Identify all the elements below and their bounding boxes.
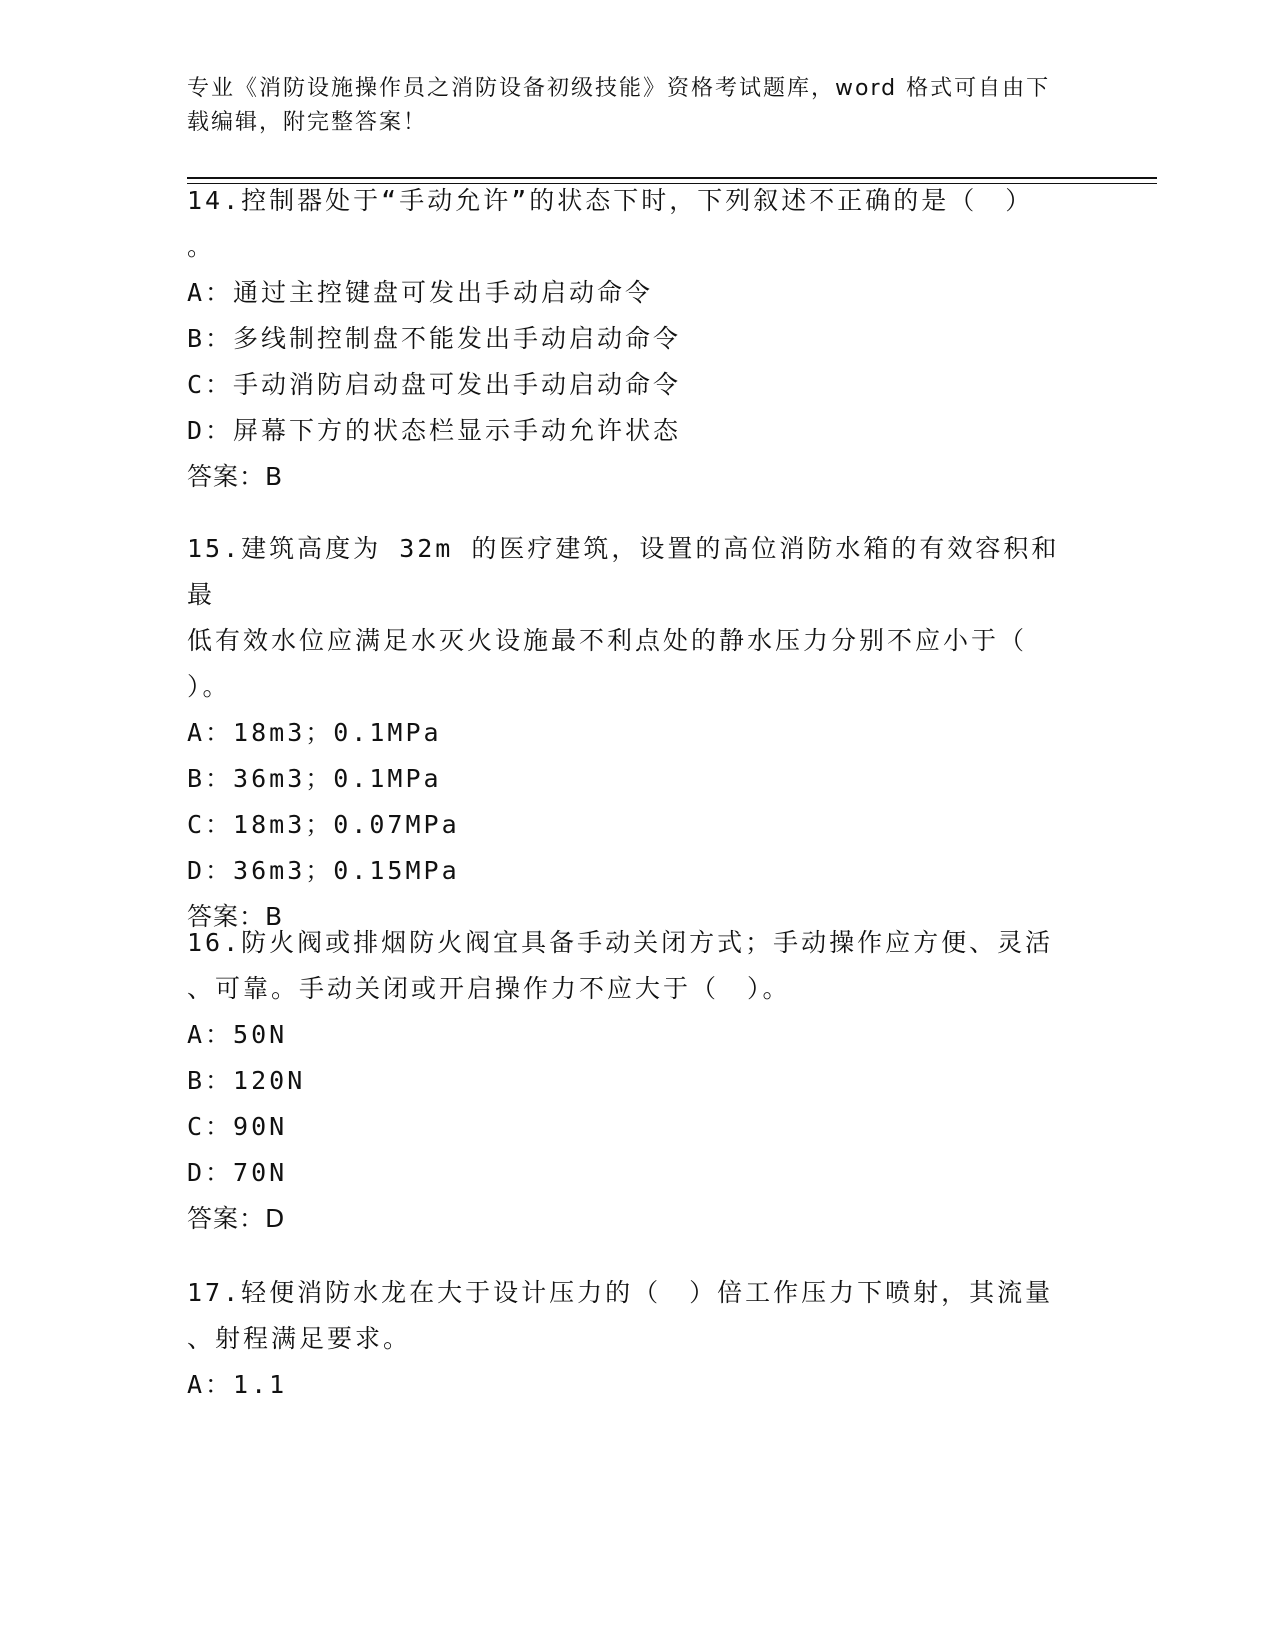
question-17 xyxy=(187,1270,1087,1408)
question-text-line: ）。 xyxy=(187,672,231,701)
answer-line: 答案：D xyxy=(187,1204,286,1233)
option-b: B：120N xyxy=(187,1066,306,1095)
question-text-line: 、射程满足要求。 xyxy=(187,1324,412,1353)
answer-line: 答案：B xyxy=(187,902,284,931)
question-text-line: 16.防火阀或排烟防火阀宜具备手动关闭方式；手动操作应方便、灵活 xyxy=(187,928,1054,957)
question-text-line: 14.控制器处于“手动允许”的状态下时，下列叙述不正确的是（ ） xyxy=(187,186,1034,215)
option-d: D：屏幕下方的状态栏显示手动允许状态 xyxy=(187,416,682,445)
question-text-line: 。 xyxy=(187,232,216,261)
answer-line: 答案：B xyxy=(187,462,284,491)
header-line-2: 载编辑，附完整答案！ xyxy=(187,110,428,135)
option-b: B：多线制控制盘不能发出手动启动命令 xyxy=(187,324,682,353)
option-b: B：36m3；0.1MPa xyxy=(187,764,442,793)
question-14 xyxy=(187,178,1087,500)
option-d: D：36m3；0.15MPa xyxy=(187,856,460,885)
header-line-1: 专业《消防设施操作员之消防设备初级技能》资格考试题库，word 格式可自由下 xyxy=(187,76,1051,101)
option-d: D：70N xyxy=(187,1158,288,1187)
question-text-line: 低有效水位应满足水灭火设施最不利点处的静水压力分别不应小于（ xyxy=(187,626,1028,655)
question-text-line: 17.轻便消防水龙在大于设计压力的（ ）倍工作压力下喷射，其流量 xyxy=(187,1278,1054,1307)
option-a: A：18m3；0.1MPa xyxy=(187,718,442,747)
option-c: C：18m3；0.07MPa xyxy=(187,810,460,839)
question-16 xyxy=(187,920,1087,1242)
option-a: A：1.1 xyxy=(187,1370,288,1399)
option-c: C：手动消防启动盘可发出手动启动命令 xyxy=(187,370,682,399)
document-header xyxy=(187,72,1087,140)
question-text-line: 15.建筑高度为 32m 的医疗建筑，设置的高位消防水箱的有效容积和最 xyxy=(187,534,1060,609)
question-15 xyxy=(187,526,1087,940)
option-a: A：50N xyxy=(187,1020,288,1049)
question-text-line: 、可靠。手动关闭或开启操作力不应大于（ ）。 xyxy=(187,974,791,1003)
option-a: A：通过主控键盘可发出手动启动命令 xyxy=(187,278,654,307)
option-c: C：90N xyxy=(187,1112,288,1141)
